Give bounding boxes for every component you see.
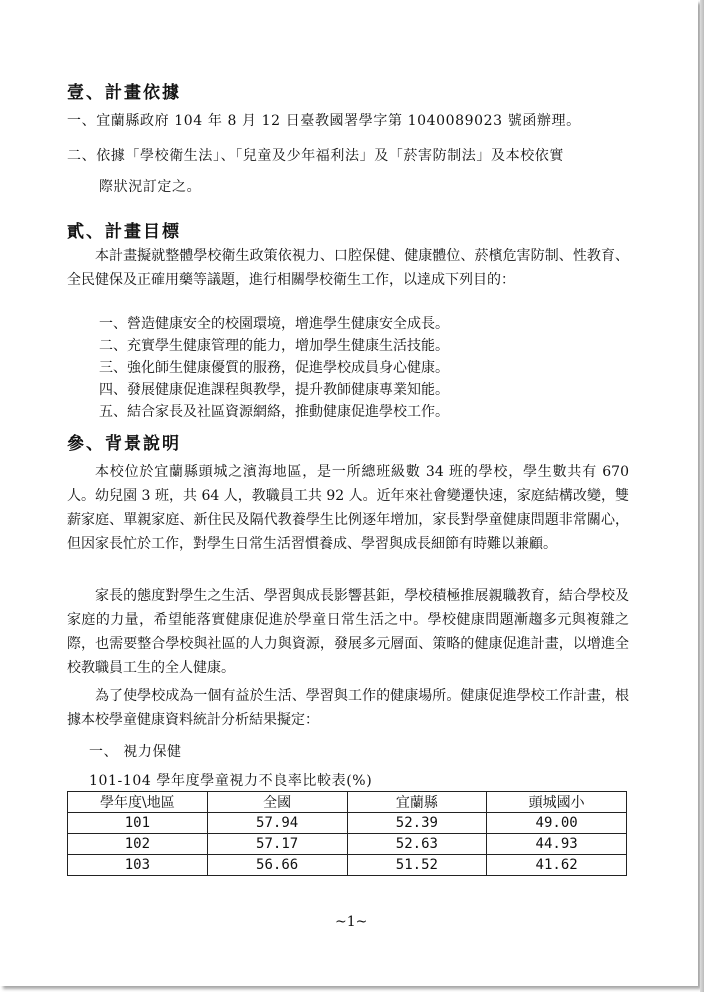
goal-item: 二、充實學生健康管理的能力，增加學生健康生活技能。 <box>99 338 449 354</box>
goal-item: 三、強化師生健康優質的服務，促進學校成員身心健康。 <box>99 360 449 376</box>
table-row <box>68 813 627 834</box>
goals-list <box>99 313 449 423</box>
goal-item: 四、發展健康促進課程與教學，提升教師健康專業知能。 <box>99 382 449 398</box>
section-heading-3: 參、背景說明 <box>67 434 181 454</box>
table-cell: 41.62 <box>487 855 627 876</box>
section-heading-1: 壹、計畫依據 <box>67 83 181 103</box>
table-cell: 102 <box>68 834 208 855</box>
background-paragraph-1: 本校位於宜蘭縣頭城之濱海地區，是一所總班級數 34 班的學校，學生數共有 670 人。幼兒園 3 班，共 64 人，教職員工共 92 人。近年來社會變遷快速，家庭結構改變，雙薪家庭、單親家庭、新住民及隔代教養學生比例逐年增加，家長對學童健康問題非常關心，但因家長忙於工作，對學生日常生活習慣養成、學習與成長細節有時難以兼顧。 <box>67 464 629 552</box>
table-cell: 101 <box>68 813 208 834</box>
table-cell: 57.17 <box>207 834 347 855</box>
table-cell: 103 <box>68 855 208 876</box>
table-header-cell: 頭城國小 <box>487 792 627 813</box>
table-cell: 49.00 <box>487 813 627 834</box>
basis-item-1: 一、宜蘭縣政府 104 年 8 月 12 日臺教國署學字第 1040089023 號函辦理。 <box>67 113 581 129</box>
page-edge-shadow <box>700 0 704 992</box>
basis-item-2-line-2: 際狀況訂定之。 <box>99 179 202 195</box>
goal-item: 五、結合家長及社區資源網絡，推動健康促進學校工作。 <box>99 404 449 420</box>
table-cell: 52.63 <box>347 834 487 855</box>
page-number: ~1~ <box>335 914 368 930</box>
background-paragraph-2: 家長的態度對學生之生活、學習與成長影響甚鉅，學校積極推展親職教育，結合學校及家庭的力量，希望能落實健康促進於學童日常生活之中。學校健康問題漸趨多元與複雜之際，也需要整合學校與社區的人力與資源，發展多元層面、策略的健康促進計畫，以增進全校教職員工生的全人健康。 <box>67 588 629 676</box>
table-header-cell: 宜蘭縣 <box>347 792 487 813</box>
goal-item: 一、營造健康安全的校園環境，增進學生健康安全成長。 <box>99 316 449 332</box>
table-cell: 57.94 <box>207 813 347 834</box>
table-cell: 51.52 <box>347 855 487 876</box>
table-header-cell: 全國 <box>207 792 347 813</box>
table-header-cell: 學年度\地區 <box>68 792 208 813</box>
table-caption: 101-104 學年度學童視力不良率比較表(%) <box>89 773 373 789</box>
subsection-vision-care: 一、 視力保健 <box>89 744 182 760</box>
table-row <box>68 834 627 855</box>
section-heading-2: 貳、計畫目標 <box>67 222 181 242</box>
table-row <box>68 855 627 876</box>
table-header-row <box>68 792 627 813</box>
table-cell: 52.39 <box>347 813 487 834</box>
table-cell: 44.93 <box>487 834 627 855</box>
background-paragraph-3: 為了使學校成為一個有益於生活、學習與工作的健康場所。健康促進學校工作計畫，根據本校學童健康資料統計分析結果擬定： <box>67 688 629 728</box>
basis-item-2-line-1: 二、依據「學校衛生法」、「兒童及少年福利法」及「菸害防制法」及本校依實 <box>67 148 564 164</box>
table-cell: 56.66 <box>207 855 347 876</box>
vision-comparison-table <box>67 791 627 876</box>
goals-intro-paragraph: 本計畫擬就整體學校衛生政策依視力、口腔保健、健康體位、菸檳危害防制、性教育、全民健保及正確用藥等議題，進行相關學校衛生工作，以達成下列目的： <box>67 248 629 288</box>
